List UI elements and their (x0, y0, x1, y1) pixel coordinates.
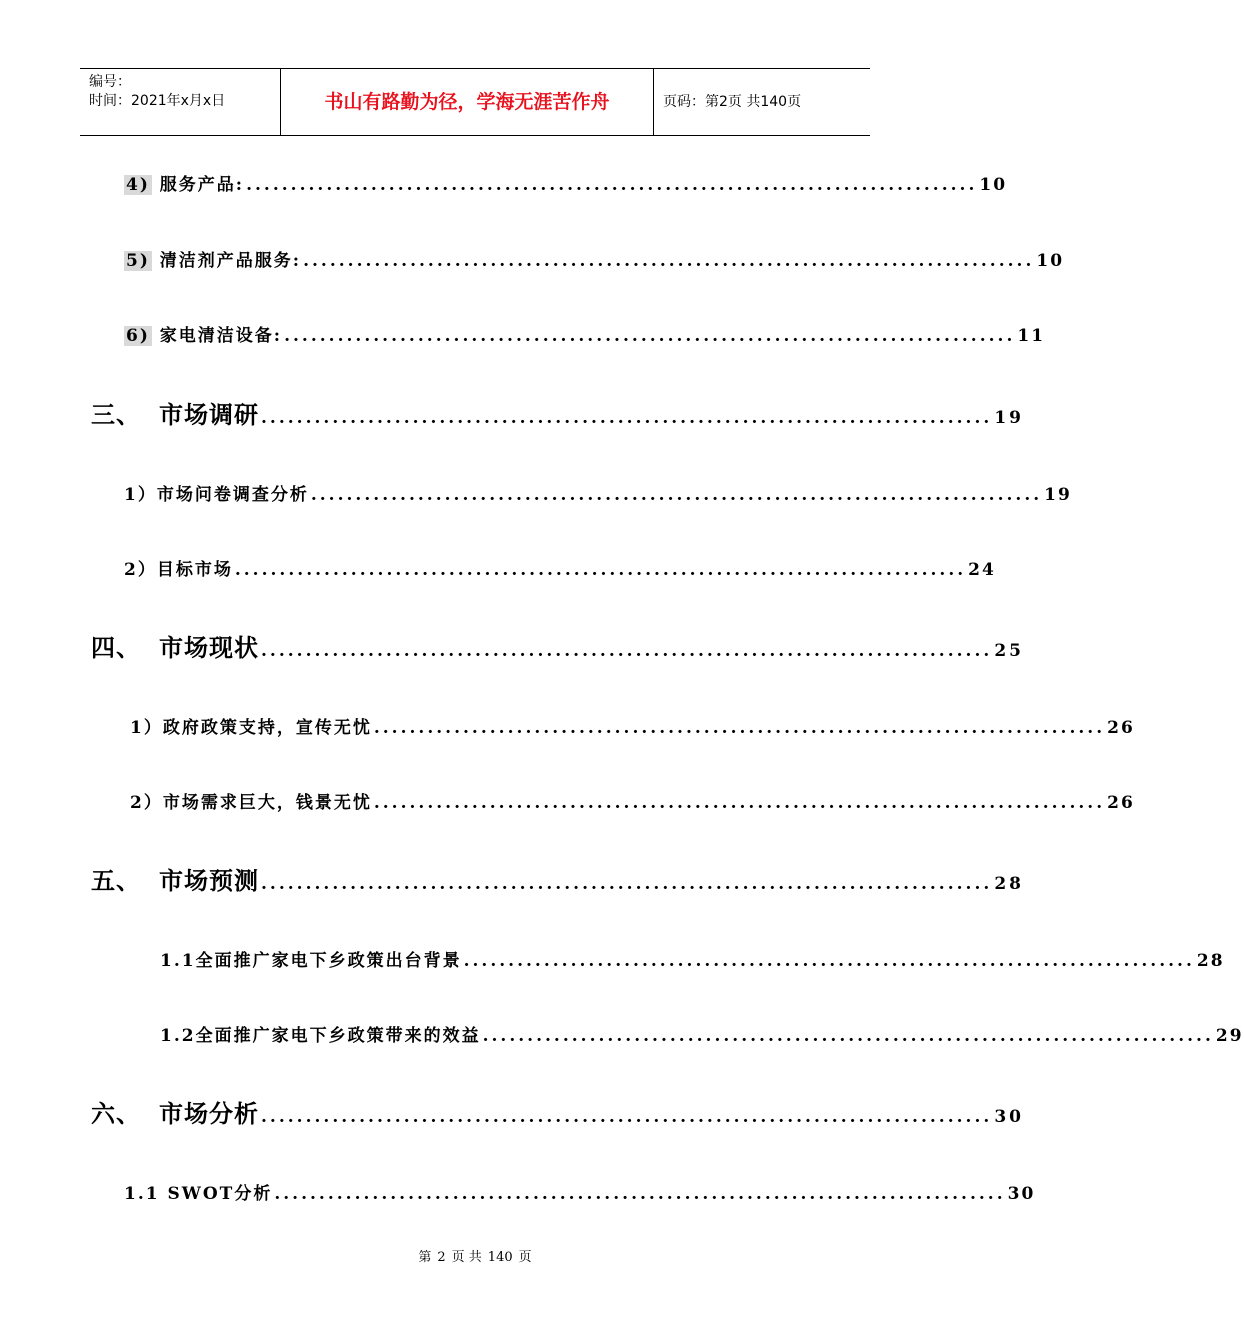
toc-entry[interactable] (130, 788, 1135, 813)
toc-leader-dots: .................................................................................. (373, 718, 1106, 738)
toc-entry-page: 10 (979, 175, 1008, 195)
toc-entry-number: 6) (126, 326, 150, 346)
toc-leader-dots: .................................................................................. (246, 175, 978, 195)
footer-mid: 页 共 (451, 1250, 482, 1265)
toc-entry[interactable] (124, 555, 996, 580)
toc-leader-dots: .................................................................................. (234, 560, 967, 580)
toc-entry-page: 30 (1007, 1184, 1036, 1204)
toc-leader-dots: .................................................................................. (274, 1184, 1006, 1204)
toc-leader-dots: .................................................................................. (310, 485, 1043, 505)
toc-chapter-label: 市场现状 (159, 633, 259, 662)
toc-entry-label: 1.1 SWOT分析 (124, 1184, 273, 1204)
toc-entry-page: 26 (1107, 718, 1135, 738)
toc-entry-page: 28 (1196, 951, 1225, 971)
toc-entry-label: 清洁剂产品服务: (159, 251, 302, 271)
toc-entry[interactable] (124, 480, 1072, 505)
footer-total-pages: 140 (487, 1250, 513, 1265)
toc-entry-label: 1.1全面推广家电下乡政策出台背景 (160, 951, 462, 971)
toc-entry-page: 28 (994, 874, 1024, 894)
toc-entry[interactable] (124, 1179, 1036, 1204)
toc-entry-label: 家电清洁设备: (159, 326, 283, 346)
toc-entry[interactable] (124, 321, 1046, 346)
toc-entry-page: 30 (994, 1107, 1024, 1127)
toc-leader-dots: .................................................................................. (482, 1026, 1214, 1046)
toc-leader-dots: .................................................................................. (261, 408, 993, 428)
toc-entry-label: 2）目标市场 (124, 560, 233, 580)
footer-suffix: 页 (518, 1250, 532, 1265)
toc-entry-label: 服务产品: (159, 175, 245, 195)
toc-entry-label: 2）市场需求巨大，钱景无忧 (130, 793, 372, 813)
toc-chapter-entry[interactable] (91, 861, 1024, 896)
toc-leader-dots: .................................................................................. (463, 951, 1195, 971)
header-motto: 书山有路勤为径，学海无涯苦作舟 (281, 69, 654, 135)
toc-chapter-number: 六、 (91, 1099, 141, 1128)
toc-leader-dots: .................................................................................. (284, 326, 1016, 346)
toc-entry-page: 24 (968, 560, 996, 580)
toc-chapter-entry[interactable] (91, 395, 1024, 430)
footer-prefix: 第 (418, 1250, 432, 1265)
toc-entry-page: 11 (1017, 326, 1046, 346)
toc-entry-number: 4) (126, 175, 150, 195)
toc-entry-page: 25 (994, 641, 1024, 661)
toc-entry-page: 19 (1044, 485, 1072, 505)
toc-entry-label: 1）政府政策支持，宣传无忧 (130, 718, 372, 738)
page-footer (0, 1246, 950, 1265)
toc-chapter-number: 三、 (91, 400, 141, 429)
toc-entry-page: 29 (1215, 1026, 1244, 1046)
toc-chapter-number: 五、 (91, 866, 141, 895)
toc-entry-page: 26 (1107, 793, 1135, 813)
header-page-info: 页码：第2页 共140页 (663, 94, 802, 110)
toc-entry[interactable] (124, 170, 1008, 195)
toc-leader-dots: .................................................................................. (303, 251, 1035, 271)
toc-chapter-label: 市场分析 (159, 1099, 259, 1128)
toc-leader-dots: .................................................................................. (373, 793, 1106, 813)
toc-leader-dots: .................................................................................. (261, 641, 993, 661)
toc-chapter-entry[interactable] (91, 628, 1024, 663)
toc-entry[interactable] (130, 713, 1135, 738)
page-header (80, 68, 870, 136)
toc-entry[interactable] (160, 1021, 1244, 1046)
document-time: 时间：2021年x月x日 (89, 93, 226, 109)
toc-leader-dots: .................................................................................. (261, 874, 993, 894)
header-meta (80, 69, 281, 135)
toc-entry[interactable] (124, 246, 1065, 271)
footer-page-number: 2 (437, 1250, 446, 1265)
toc-chapter-entry[interactable] (91, 1094, 1024, 1129)
toc-entry-label: 1）市场问卷调查分析 (124, 485, 309, 505)
toc-entry-page: 10 (1036, 251, 1065, 271)
toc-chapter-label: 市场预测 (159, 866, 259, 895)
toc-entry-label: 1.2全面推广家电下乡政策带来的效益 (160, 1026, 481, 1046)
toc-chapter-label: 市场调研 (159, 400, 259, 429)
toc-entry[interactable] (160, 946, 1225, 971)
toc-entry-number: 5) (126, 251, 150, 271)
toc-chapter-number: 四、 (91, 633, 141, 662)
document-number-label: 编号： (89, 74, 131, 90)
toc-entry-page: 19 (994, 408, 1024, 428)
toc-leader-dots: .................................................................................. (261, 1107, 993, 1127)
